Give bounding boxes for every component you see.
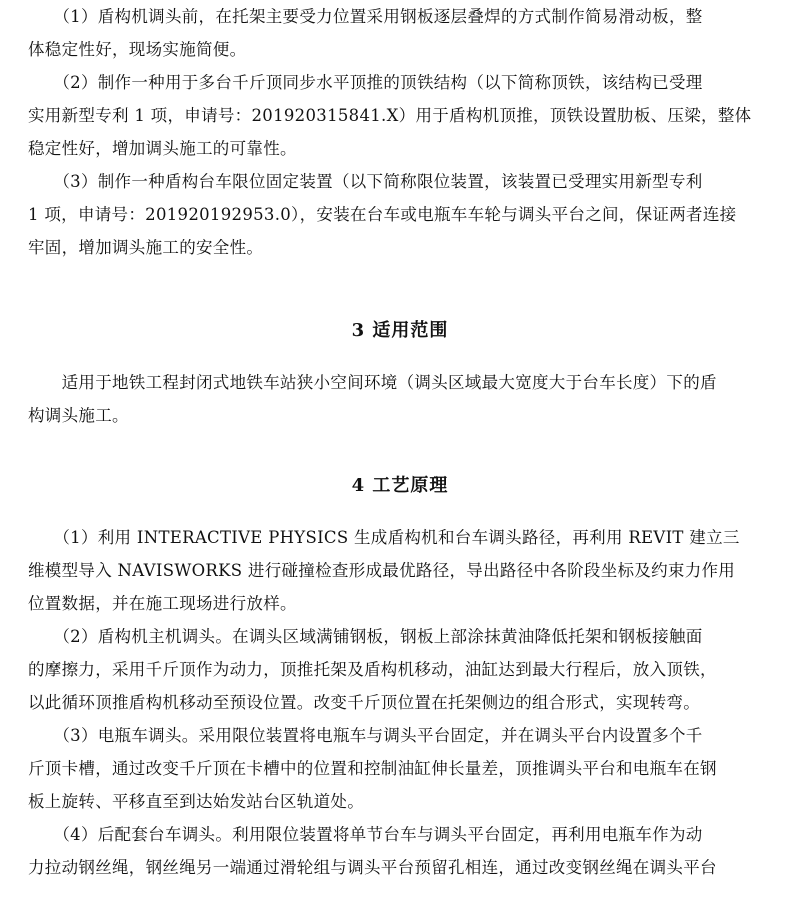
text-line: 力拉动钢丝绳，钢丝绳另一端通过滑轮组与调头平台预留孔相连，通过改变钢丝绳在调头平台 (28, 858, 717, 877)
text-line: 实用新型专利 1 项，申请号：201920315841.X）用于盾构机顶推，顶铁设置肋板、压梁，整体 (28, 106, 752, 125)
text-line: 体稳定性好，现场实施简便。 (28, 40, 247, 59)
text-line: （2）盾构机主机调头。在调头区域满铺钢板，钢板上部涂抹黄油降低托架和钢板接触面 (28, 627, 703, 646)
section-heading-scope: 3 适用范围 (351, 320, 449, 341)
paragraph-principle-1 (28, 521, 772, 620)
text-line: （1）利用 INTERACTIVE PHYSICS 生成盾构机和台车调头路径，再利用 REVIT 建立三 (28, 528, 740, 547)
text-line: （1）盾构机调头前，在托架主要受力位置采用钢板逐层叠焊的方式制作简易滑动板，整 (28, 7, 703, 26)
text-line: 稳定性好，增加调头施工的可靠性。 (28, 139, 297, 158)
text-line: 的摩擦力，采用千斤顶作为动力，顶推托架及盾构机移动，油缸达到最大行程后，放入顶铁， (28, 660, 717, 679)
text-line: （2）制作一种用于多台千斤顶同步水平顶推的顶铁结构（以下简称顶铁，该结构已受理 (28, 73, 703, 92)
paragraph-jacking-1 (28, 0, 772, 66)
text-line: 适用于地铁工程封闭式地铁车站狭小空间环境（调头区域最大宽度大于台车长度）下的盾 (28, 373, 717, 392)
paragraph-principle-2 (28, 620, 772, 719)
paragraph-principle-4 (28, 818, 772, 884)
paragraph-scope (28, 366, 772, 432)
section-heading-principle: 4 工艺原理 (351, 475, 449, 496)
text-line: 1 项，申请号：201920192953.0），安装在台车或电瓶车车轮与调头平台之间，保证两者连接 (28, 205, 737, 224)
paragraph-jacking-3 (28, 165, 772, 264)
text-line: 维模型导入 NAVISWORKS 进行碰撞检查形成最优路径，导出路径中各阶段坐标及约束力作用 (28, 561, 736, 580)
paragraph-jacking-2 (28, 66, 772, 165)
text-line: （3）制作一种盾构台车限位固定装置（以下简称限位装置，该装置已受理实用新型专利 (28, 172, 703, 191)
text-line: （3）电瓶车调头。采用限位装置将电瓶车与调头平台固定，并在调头平台内设置多个千 (28, 726, 703, 745)
text-line: （4）后配套台车调头。利用限位装置将单节台车与调头平台固定，再利用电瓶车作为动 (28, 825, 703, 844)
text-line: 以此循环顶推盾构机移动至预设位置。改变千斤顶位置在托架侧边的组合形式，实现转弯。 (28, 693, 700, 712)
text-line: 构调头施工。 (28, 406, 129, 425)
text-line: 位置数据，并在施工现场进行放样。 (28, 594, 297, 613)
text-line: 板上旋转、平移直至到达始发站台区轨道处。 (28, 792, 364, 811)
text-line: 牢固，增加调头施工的安全性。 (28, 238, 264, 257)
paragraph-principle-3 (28, 719, 772, 818)
text-line: 斤顶卡槽，通过改变千斤顶在卡槽中的位置和控制油缸伸长量差，顶推调头平台和电瓶车在钢 (28, 759, 717, 778)
